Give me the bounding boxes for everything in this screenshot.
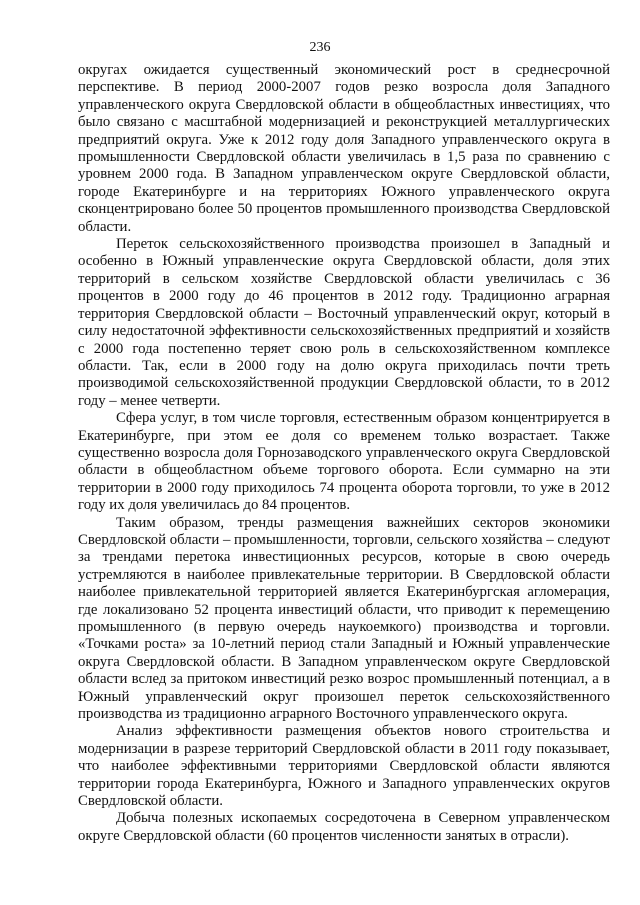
paragraph: Сфера услуг, в том числе торговля, естественным образом концентрируется в Екатеринбурге, при этом ее доля со временем только возрастает. Также существенно возросла доля Горнозаводского управленческого округа Свердловской области в общеобластном объеме торгового оборота. Если суммарно на эти территории в 2000 году приходилось 74 процента оборота торговли, то уже в 2012 году их доля увеличилась до 84 процентов. (78, 410, 610, 514)
paragraph: Добыча полезных ископаемых сосредоточена в Северном управленческом округе Свердловской области (60 процентов численности занятых в отрасли). (78, 810, 610, 844)
paragraph: округах ожидается существенный экономический рост в среднесрочной перспективе. В период 2000-2007 годов резко возросла доля Западного управленческого округа Свердловской области в общеобластных инвестициях, что было связано с масштабной модернизацией и реконструкцией металлургических предприятий округа. Уже к 2012 году доля Западного управленческого округа в промышленности Свердловской области увеличилась в 1,5 раза по сравнению с уровнем 2000 года. В Западном управленческом округе Свердловской области, городе Екатеринбурге и на территориях Южного управленческого округа сконцентрировано более 50 процентов промышленного производства Свердловской области. (78, 62, 610, 235)
paragraph: Анализ эффективности размещения объектов нового строительства и модернизации в разрезе территорий Свердловской области в 2011 году показывает, что наиболее эффективными территориями Свердловской области являются территории города Екатеринбурга, Южного и Западного управленческих округов Свердловской области. (78, 723, 610, 810)
body-text (78, 62, 610, 845)
page-number: 236 (309, 40, 331, 55)
paragraph: Переток сельскохозяйственного производства произошел в Западный и особенно в Южный управленческие округа Свердловской области, доля этих территорий в сельском хозяйстве Свердловской области увеличилась с 36 процентов в 2000 году до 46 процентов в 2012 году. Традиционно аграрная территория Свердловской области – Восточный управленческий округ, который в силу недостаточной эффективности сельскохозяйственных предприятий и хозяйств с 2000 года постепенно теряет свою роль в сельскохозяйственном комплексе области. Так, если в 2000 году на долю округа приходилась почти треть производимой сельскохозяйственной продукции Свердловской области, то в 2012 году – менее четверти. (78, 236, 610, 409)
paragraph: Таким образом, тренды размещения важнейших секторов экономики Свердловской области – промышленности, торговли, сельского хозяйства – следуют за трендами перетока инвестиционных ресурсов, которые в свою очередь устремляются в наиболее привлекательные территории. В Свердловской области наиболее привлекательной территорией является Екатеринбургская агломерация, где локализовано 52 процента инвестиций области, что приводит к перемещению промышленного (в первую очередь наукоемкого) производства и торговли. «Точками роста» за 10-летний период стали Западный и Южный управленческие округа Свердловской области. В Западном управленческом округе Свердловской области вслед за притоком инвестиций резко возрос промышленный потенциал, а в Южный управленческий округ произошел переток сельскохозяйственного производства из традиционно аграрного Восточного управленческого округа. (78, 514, 610, 723)
